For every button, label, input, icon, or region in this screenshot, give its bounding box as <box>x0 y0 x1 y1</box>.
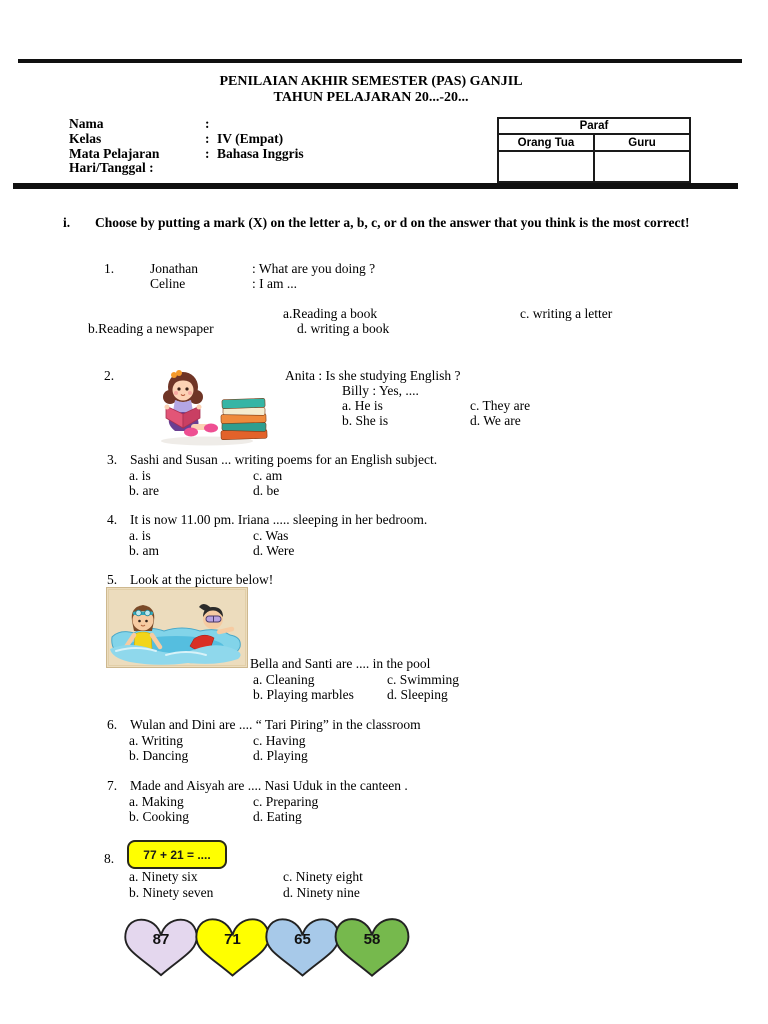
q7-number: 7. <box>107 778 118 793</box>
q8-option-b: b. Ninety seven <box>129 885 214 900</box>
paraf-orang-tua-cell: Orang Tua <box>498 134 594 151</box>
top-divider <box>18 59 742 63</box>
q5-number: 5. <box>107 572 118 587</box>
info-colon: : <box>205 130 210 146</box>
q3-text: Sashi and Susan ... writing poems for an English subject. <box>130 452 438 467</box>
q7-option-c: c. Preparing <box>253 794 319 809</box>
info-colon <box>205 161 217 176</box>
info-row-hari-tanggal <box>69 161 304 176</box>
paraf-guru-cell: Guru <box>594 134 690 151</box>
q2-dialogue-2: Billy : Yes, .... <box>342 383 419 398</box>
student-info <box>69 117 304 176</box>
info-value: Bahasa Inggris <box>217 145 304 161</box>
q2-option-c: c. They are <box>470 398 531 413</box>
q4-option-c: c. Was <box>253 528 289 543</box>
q1-dialogue-2: : I am ... <box>252 276 297 291</box>
q7-option-a: a. Making <box>129 794 184 809</box>
info-colon: : <box>205 116 210 131</box>
q5-option-a: a. Cleaning <box>253 672 315 687</box>
q4-option-a: a. is <box>129 528 151 543</box>
q8-number: 8. <box>104 851 115 866</box>
info-label: Nama <box>69 116 104 131</box>
info-row-nama <box>69 117 304 132</box>
q2-dialogue-1: Anita : Is she studying English ? <box>285 368 461 383</box>
q2-option-d: d. We are <box>470 413 521 428</box>
info-value: IV (Empat) <box>217 130 284 146</box>
paraf-header-cell: Paraf <box>498 118 690 134</box>
heart-value: 58 <box>363 931 381 948</box>
q2-number: 2. <box>104 368 115 383</box>
girl-reading-illustration <box>145 361 268 447</box>
info-row-kelas <box>69 132 304 147</box>
q4-option-d: d. Were <box>253 543 295 558</box>
equation-text: 77 + 21 = .... <box>143 847 211 862</box>
q3-option-a: a. is <box>129 468 151 483</box>
q3-option-b: b. are <box>129 483 159 498</box>
swimming-pool-illustration <box>106 587 248 668</box>
q1-option-b: b.Reading a newspaper <box>88 321 214 336</box>
q3-number: 3. <box>107 452 118 467</box>
heart-value: 87 <box>152 931 170 948</box>
q4-option-b: b. am <box>129 543 159 558</box>
paraf-signature-orang-tua <box>498 151 594 182</box>
heart-value: 65 <box>294 931 311 948</box>
equation-box <box>127 840 227 869</box>
q6-number: 6. <box>107 717 118 732</box>
q5-option-c: c. Swimming <box>387 672 460 687</box>
heart-value: 71 <box>224 931 241 948</box>
q5-text: Look at the picture below! <box>130 572 274 587</box>
exam-title-line-2: TAHUN PELAJARAN 20...-20... <box>273 89 469 105</box>
q5-option-d: d. Sleeping <box>387 687 448 702</box>
q8-option-d: d. Ninety nine <box>283 885 360 900</box>
q1-option-d: d. writing a book <box>297 321 390 336</box>
q5-option-b: b. Playing marbles <box>253 687 354 702</box>
q6-text: Wulan and Dini are .... “ Tari Piring” in the classroom <box>130 717 421 732</box>
info-row-mata-pelajaran <box>69 147 304 162</box>
q5-caption: Bella and Santi are .... in the pool <box>250 656 431 671</box>
header-divider <box>13 183 738 189</box>
q2-option-b: b. She is <box>342 413 389 428</box>
exam-title-line-1: PENILAIAN AKHIR SEMESTER (PAS) GANJIL <box>219 74 523 89</box>
info-label: Hari/Tanggal : <box>69 160 154 176</box>
q2-option-a: a. He is <box>342 398 383 413</box>
q6-option-b: b. Dancing <box>129 748 189 763</box>
section-number: i. <box>63 215 71 230</box>
info-colon: : <box>205 145 210 161</box>
q1-option-a: a.Reading a book <box>283 306 378 321</box>
section-instruction: Choose by putting a mark (X) on the letter a, b, c, or d on the answer that you think is the most correct! <box>95 215 690 230</box>
q1-number: 1. <box>104 261 115 276</box>
q4-text: It is now 11.00 pm. Iriana ..... sleeping in her bedroom. <box>130 512 428 527</box>
q8-option-a: a. Ninety six <box>129 869 198 884</box>
q7-option-b: b. Cooking <box>129 809 190 824</box>
q6-option-d: d. Playing <box>253 748 308 763</box>
q3-option-d: d. be <box>253 483 280 498</box>
info-label: Mata Pelajaran <box>69 145 160 161</box>
paraf-signature-guru <box>594 151 690 182</box>
info-label: Kelas <box>69 130 102 146</box>
q1-speaker-2: Celine <box>150 276 186 291</box>
q7-text: Made and Aisyah are .... Nasi Uduk in the canteen . <box>130 778 408 793</box>
q3-option-c: c. am <box>253 468 283 483</box>
q8-option-c: c. Ninety eight <box>283 869 363 884</box>
q6-option-c: c. Having <box>253 733 306 748</box>
q4-number: 4. <box>107 512 118 527</box>
q6-option-a: a. Writing <box>129 733 183 748</box>
paraf-table <box>497 117 691 183</box>
q1-speaker-1: Jonathan <box>150 261 198 276</box>
q7-option-d: d. Eating <box>253 809 302 824</box>
q1-option-c: c. writing a letter <box>520 306 613 321</box>
exam-title <box>0 74 742 105</box>
q1-dialogue-1: : What are you doing ? <box>252 261 376 276</box>
